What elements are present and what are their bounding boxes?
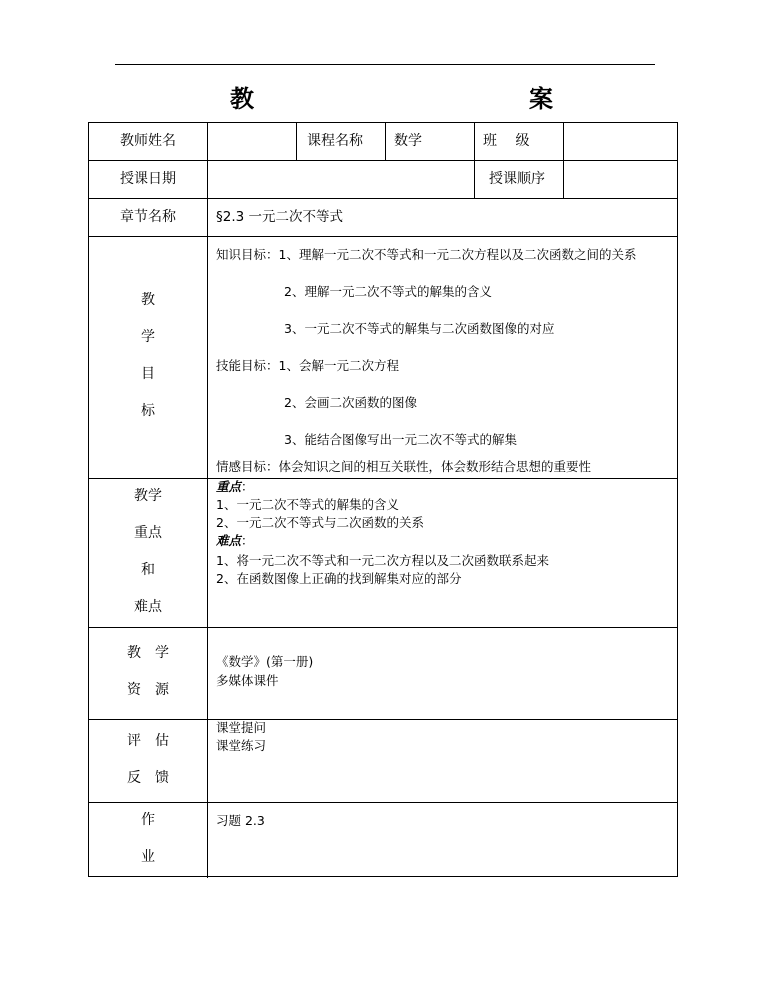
feedback-label-1: 评 估 bbox=[127, 733, 169, 749]
course-name-value: 数学 bbox=[394, 133, 422, 149]
class-label: 班 级 bbox=[483, 133, 530, 149]
resource-item-1: 《数学》(第一册) bbox=[216, 654, 314, 669]
column-divider bbox=[563, 123, 564, 198]
order-label: 授课顺序 bbox=[489, 171, 545, 187]
key-point-2: 2、一元二次不等式与二次函数的关系 bbox=[216, 515, 424, 530]
difficult-point-1: 1、将一元二次不等式和一元二次方程以及二次函数联系起来 bbox=[216, 553, 549, 568]
knowledge-objective-2: 2、理解一元二次不等式的解集的含义 bbox=[284, 284, 492, 299]
difficult-points-heading bbox=[216, 533, 254, 549]
difficult-points-title: 难点 bbox=[216, 533, 242, 548]
row-divider bbox=[89, 478, 677, 479]
feedback-item-2: 课堂练习 bbox=[216, 738, 267, 753]
objectives-label-2: 学 bbox=[141, 329, 155, 345]
emotion-objective: 情感目标：体会知识之间的相互关联性，体会数形结合思想的重要性 bbox=[216, 459, 592, 474]
row-divider bbox=[89, 160, 677, 161]
row-divider bbox=[89, 719, 677, 720]
homework-item-1: 习题 2.3 bbox=[216, 813, 265, 828]
key-points-heading bbox=[216, 479, 254, 495]
resources-label-1: 教 学 bbox=[127, 645, 169, 661]
keypoints-label-2: 重点 bbox=[134, 525, 162, 541]
doc-title-left: 教 bbox=[230, 85, 254, 113]
date-label: 授课日期 bbox=[120, 171, 176, 187]
keypoints-label-1: 教学 bbox=[134, 488, 162, 504]
chapter-value: §2.3 一元二次不等式 bbox=[216, 209, 344, 225]
column-divider bbox=[385, 123, 386, 160]
skill-objective-3: 3、能结合图像写出一元二次不等式的解集 bbox=[284, 432, 517, 447]
keypoints-label-3: 和 bbox=[141, 562, 155, 578]
keypoints-label-4: 难点 bbox=[134, 599, 162, 615]
chapter-label: 章节名称 bbox=[120, 209, 176, 225]
feedback-item-1: 课堂提问 bbox=[216, 720, 267, 735]
lesson-plan-table bbox=[88, 122, 678, 877]
knowledge-objective-3: 3、一元二次不等式的解集与二次函数图像的对应 bbox=[284, 321, 555, 336]
objectives-label-3: 目 bbox=[141, 366, 155, 382]
difficult-points-colon: ： bbox=[241, 533, 254, 548]
skill-objective-1: 技能目标：1、会解一元二次方程 bbox=[216, 358, 399, 373]
key-points-colon: ： bbox=[241, 479, 254, 494]
course-name-label: 课程名称 bbox=[307, 133, 363, 149]
column-divider bbox=[296, 123, 297, 160]
resources-label-2: 资 源 bbox=[127, 682, 169, 698]
row-divider bbox=[89, 802, 677, 803]
resource-item-2: 多媒体课件 bbox=[216, 673, 279, 688]
doc-title-right: 案 bbox=[529, 85, 553, 113]
homework-label-1: 作 bbox=[141, 812, 155, 828]
header-rule bbox=[115, 64, 655, 65]
column-divider bbox=[474, 123, 475, 198]
objectives-label-1: 教 bbox=[141, 292, 155, 308]
difficult-point-2: 2、在函数图像上正确的找到解集对应的部分 bbox=[216, 571, 462, 586]
row-divider bbox=[89, 627, 677, 628]
row-divider bbox=[89, 236, 677, 237]
key-point-1: 1、一元二次不等式的解集的含义 bbox=[216, 497, 399, 512]
key-points-title: 重点 bbox=[216, 479, 242, 494]
knowledge-objective-1: 知识目标：1、理解一元二次不等式和一元二次方程以及二次函数之间的关系 bbox=[216, 247, 637, 262]
row-divider bbox=[89, 198, 677, 199]
column-divider bbox=[207, 123, 208, 878]
feedback-label-2: 反 馈 bbox=[127, 770, 169, 786]
homework-label-2: 业 bbox=[141, 849, 155, 865]
objectives-label-4: 标 bbox=[141, 403, 155, 419]
teacher-name-label: 教师姓名 bbox=[120, 133, 176, 149]
skill-objective-2: 2、会画二次函数的图像 bbox=[284, 395, 417, 410]
